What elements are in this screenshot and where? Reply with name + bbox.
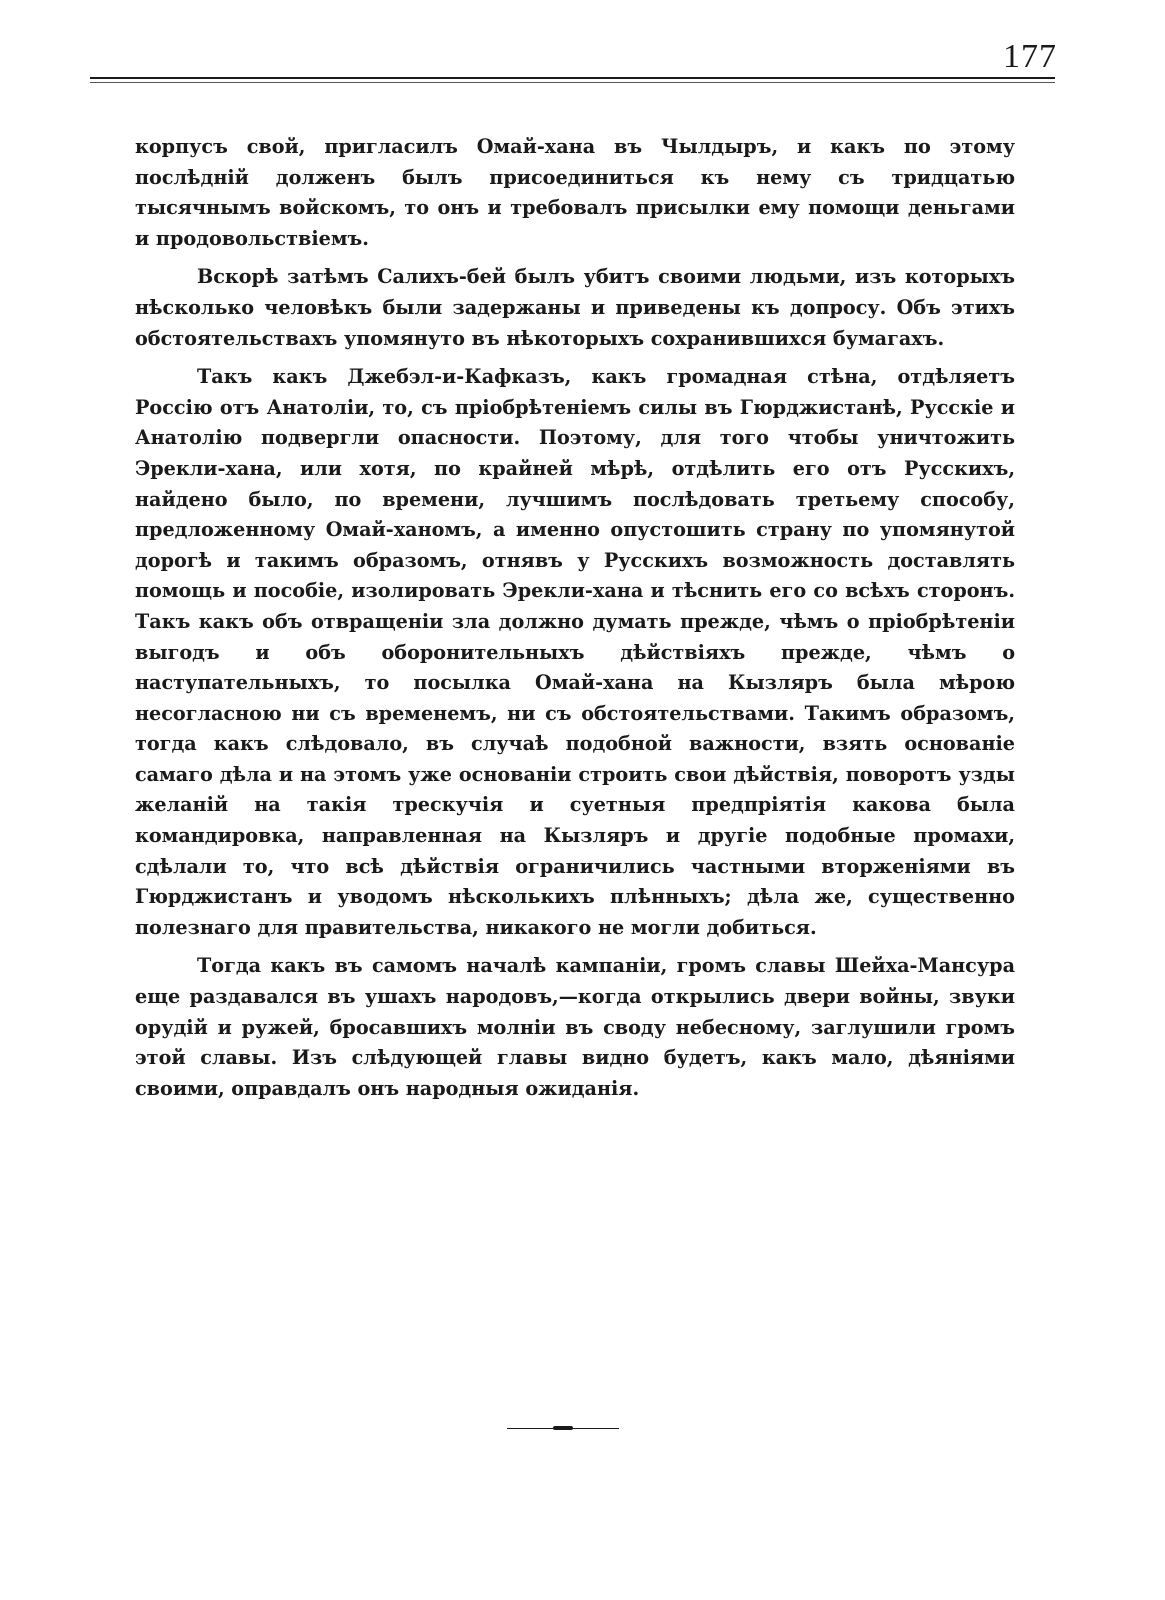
footer-ornament-rule [507, 1428, 619, 1429]
paragraph-4: Тогда какъ въ самомъ началѣ кампаніи, громъ славы Шейха-Мансура еще раздавался въ ушахъ народовъ,—когда открылись двери войны, звуки орудій и ружей, бросавшихъ молніи въ своду небесному, заглушили громъ этой славы. Изъ слѣдующей главы видно будетъ, какъ мало, дѣяніями своими, оправдалъ онъ народныя ожиданія. [135, 954, 1015, 1100]
paragraph-3: Такъ какъ Джебэл-и-Кафказъ, какъ громадная стѣна, отдѣляетъ Россію отъ Анатоліи, то, съ пріобрѣтеніемъ силы въ Гюрджистанѣ, Русскіе и Анатолію подвергли опасности. Поэтому, для того чтобы уничтожить Эрекли-хана, или хотя, по крайней мѣрѣ, отдѣлить его отъ Русскихъ, найдено было, по времени, лучшимъ послѣдовать третьему способу, предложенному Омай-ханомъ, а именно опустошить страну по упомянутой дорогѣ и такимъ образомъ, отнявъ у Русскихъ возможность доставлять помощь и пособіе, изолировать Эрекли-хана и тѣснить его со всѣхъ сторонъ. Такъ какъ объ отвращеніи зла должно думать прежде, чѣмъ о пріобрѣтеніи выгодъ и объ оборонительныхъ дѣйствіяхъ прежде, чѣмъ о наступательныхъ, то посылка Омай-хана на Кызляръ была мѣрою несогласною ни съ временемъ, ни съ обстоятельствами. Такимъ образомъ, тогда какъ слѣдовало, въ случаѣ подобной важности, взять основаніе самаго дѣла и на этомъ уже основаніи строить свои дѣйствія, поворотъ узды желаній на такія трескучія и суетныя предпріятія какова была командировка, направленная на Кызляръ и другіе подобные промахи, сдѣлали то, что всѣ дѣйствія ограничились частными вторженіями въ Гюрджистанъ и уводомъ нѣсколькихъ плѣнныхъ; дѣла же, существенно полезнаго для правительства, никакого не могли добиться. [135, 365, 1015, 939]
page-number: 177 [1003, 38, 1057, 75]
paragraph-1: корпусъ свой, пригласилъ Омай-хана въ Чылдыръ, и какъ по этому послѣдній долженъ былъ присоединиться къ нему съ тридцатью тысячнымъ войскомъ, то онъ и требовалъ присылки ему помощи деньгами и продовольствіемъ. [135, 135, 1015, 250]
paragraph-2: Вскорѣ затѣмъ Салихъ-бей былъ убитъ своими людьми, изъ которыхъ нѣсколько человѣкъ были задержаны и приведены къ допросу. Объ этихъ обстоятельствахъ упомянуто въ нѣкоторыхъ сохранившихся бумагахъ. [135, 265, 1015, 350]
header-rule [90, 77, 1055, 79]
body-text [135, 132, 1015, 1112]
